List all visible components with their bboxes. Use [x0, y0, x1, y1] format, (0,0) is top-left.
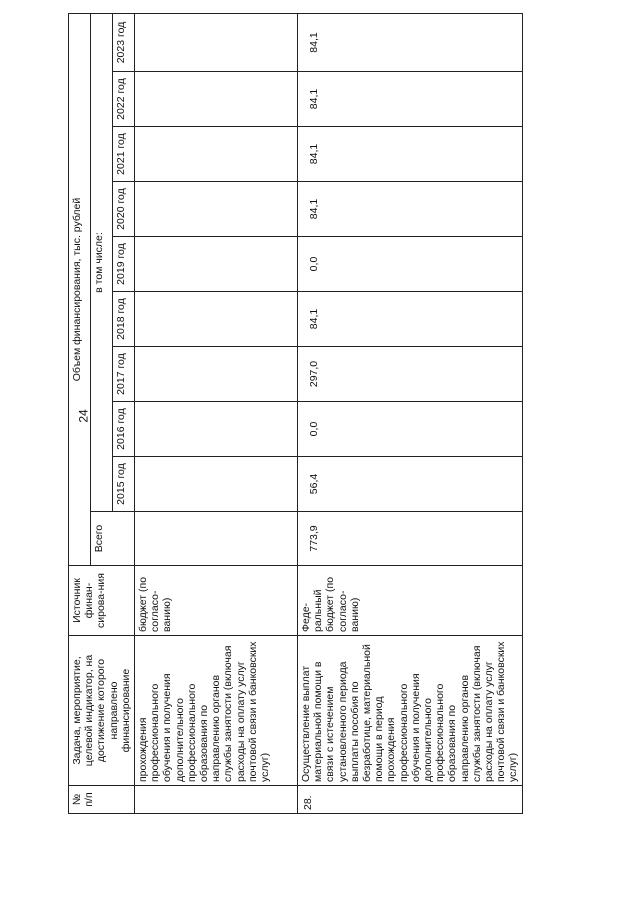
row-total — [135, 512, 298, 566]
row-value-2020: 84,1 — [298, 182, 523, 237]
header-year-2020: 2020 год — [113, 182, 135, 237]
row-value-2021: 84,1 — [298, 127, 523, 182]
row-source: Феде-ральный бюджет (по согласо-ванию) — [298, 566, 523, 636]
row-value-2019 — [135, 237, 298, 292]
page-number-text: 24 — [76, 409, 91, 423]
header-year-2023: 2023 год — [113, 13, 135, 71]
funding-table — [68, 13, 523, 814]
row-value-2015 — [135, 457, 298, 512]
header-year-2022: 2022 год — [113, 72, 135, 127]
row-value-2023: 84,1 — [298, 13, 523, 71]
row-value-2018 — [135, 292, 298, 347]
table-row — [298, 13, 523, 813]
row-value-2016: 0,0 — [298, 402, 523, 457]
row-value-2017 — [135, 347, 298, 402]
row-value-2023 — [135, 13, 298, 71]
row-num: 28. — [298, 786, 523, 814]
row-total: 773,9 — [298, 512, 523, 566]
row-task: Осуществление выплат материальной помощи в связи с истечением установленного периода выплаты пособия по безработице, материальной помощи в период прохождения профессионального обучения и получения дополнительного профессионального образования по направлению органов службы занятости (включая расходы на оплату услуг почтовой связи и банковских услуг) — [298, 636, 523, 786]
header-funding: Объем финансирования, тыс. рублей — [69, 13, 91, 565]
row-num — [135, 786, 298, 814]
row-value-2015: 56,4 — [298, 457, 523, 512]
row-value-2017: 297,0 — [298, 347, 523, 402]
row-source: бюджет (по согласо-ванию) — [135, 566, 298, 636]
table-row — [135, 13, 298, 813]
header-year-2016: 2016 год — [113, 402, 135, 457]
row-value-2021 — [135, 127, 298, 182]
row-value-2019: 0,0 — [298, 237, 523, 292]
header-task: Задача, мероприятие, целевой индикатор, на достижение которого направлено финансирование — [69, 636, 135, 786]
funding-table-page — [68, 14, 631, 814]
row-value-2022: 84,1 — [298, 72, 523, 127]
header-source: Источник финан-сирова-ния — [69, 566, 135, 636]
row-value-2018: 84,1 — [298, 292, 523, 347]
row-value-2020 — [135, 182, 298, 237]
header-year-2018: 2018 год — [113, 292, 135, 347]
header-year-2019: 2019 год — [113, 237, 135, 292]
header-year-2021: 2021 год — [113, 127, 135, 182]
row-value-2022 — [135, 72, 298, 127]
header-total: Всего — [91, 512, 135, 566]
header-year-2015: 2015 год — [113, 457, 135, 512]
header-year-2017: 2017 год — [113, 347, 135, 402]
header-incl: в том числе: — [91, 13, 113, 511]
row-value-2016 — [135, 402, 298, 457]
row-task: прохождения профессионального обучения и получения дополнительного профессионального образования по направлению органов службы занятости (включая расходы на оплату услуг почтовой связи и банковских услуг) — [135, 636, 298, 786]
header-num: № п/п — [69, 786, 135, 814]
